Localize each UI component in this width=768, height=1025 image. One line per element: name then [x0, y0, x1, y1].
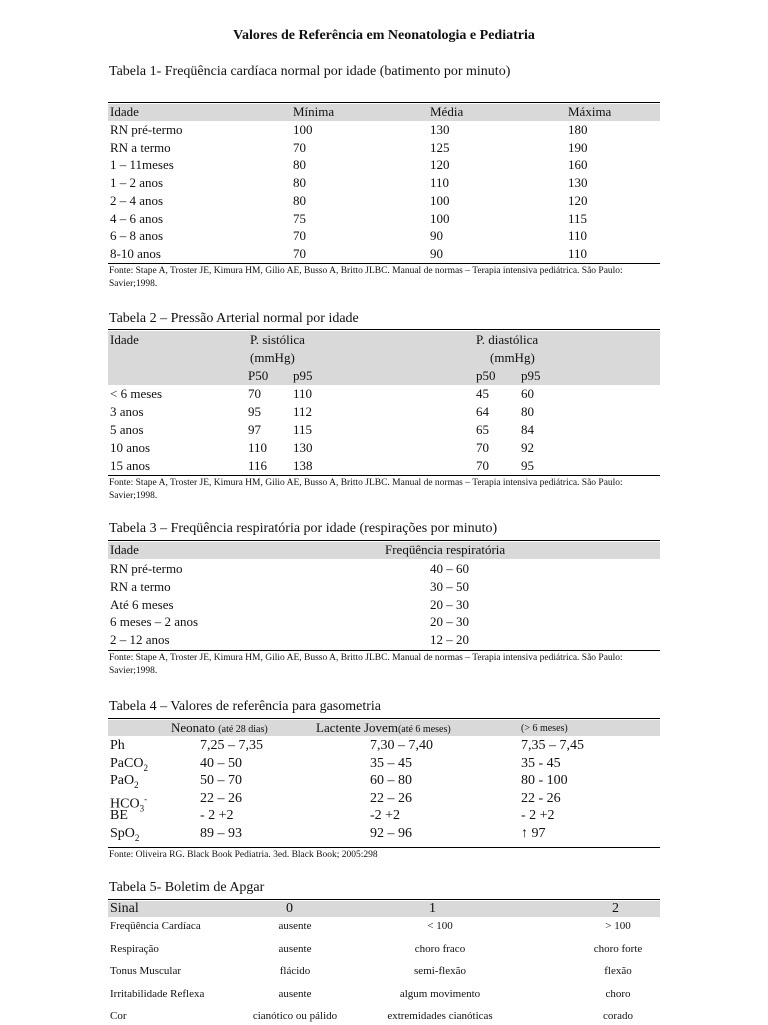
table1-cell: 120: [568, 192, 588, 208]
table4-source: Fonte: Oliveira RG. Black Book Pediatria. 3ed. Black Book; 2005:298: [109, 850, 378, 860]
table1-header-minima: Mínima: [293, 104, 335, 119]
table4-header-neonato: Neonato (até 28 dias): [171, 720, 268, 735]
table3-cell-freq: 12 – 20: [430, 632, 469, 648]
table1-cell: 6 – 8 anos: [110, 228, 164, 244]
table4-cell: 35 – 45: [370, 755, 412, 771]
table5-header-2: 2: [612, 901, 619, 916]
table3-top-rule: [108, 540, 660, 541]
table5-cell: algum movimento: [399, 987, 481, 1000]
table2-cell: 70: [248, 386, 261, 401]
table4-row-label: [110, 825, 139, 847]
table2-header-shade: [108, 331, 660, 385]
table1-source: Fonte: Stape A, Troster JE, Kimura HM, Gilio AE, Busso A, Britto JLBC. Manual de normas – Terapia intensiva pediátrica. São Paulo: Savier;1998.: [109, 266, 623, 289]
table1-cell: 80: [293, 175, 306, 191]
table2-top-rule: [108, 329, 660, 330]
table4-cell: 40 – 50: [200, 755, 242, 771]
table5-cell: corado: [603, 1010, 633, 1023]
table2-cell: 95: [521, 458, 534, 473]
document-title: Valores de Referência em Neonatologia e Pediatria: [233, 28, 535, 43]
table2-cell: 130: [293, 440, 313, 455]
table5-caption: Tabela 5- Boletim de Apgar: [109, 880, 265, 895]
table1-cell: 115: [568, 210, 588, 226]
table5-cell: < 100: [427, 920, 453, 932]
table1-cell: 2 – 4 anos: [110, 192, 164, 208]
table1-cell: 180: [568, 122, 588, 137]
table2-cell: 65: [476, 422, 489, 437]
table1-header-maxima: Máxima: [568, 104, 612, 119]
table1-cell: 90: [430, 228, 443, 244]
table2-header-sistolica-unit: (mmHg): [250, 350, 295, 365]
table1-cell: 90: [430, 245, 443, 261]
table4-cell: 89 – 93: [200, 826, 242, 841]
table2-cell: 116: [248, 458, 268, 473]
table1-cell: 1 – 2 anos: [110, 175, 164, 191]
table4-cell: 22 – 26: [370, 790, 412, 806]
table4-cell: 7,30 – 7,40: [370, 738, 433, 753]
table3-cell-freq: 20 – 30: [430, 596, 469, 612]
table4-header-lactente: Lactente Jovem(até 6 meses): [316, 720, 451, 735]
table2-cell: 3 anos: [110, 404, 144, 419]
table1-cell: 8-10 anos: [110, 245, 161, 261]
table2-cell: 84: [521, 422, 534, 437]
table4-cell: - 2 +2: [521, 808, 555, 824]
table4-cell: - 2 +2: [200, 808, 234, 824]
table5-cell: choro: [605, 987, 631, 1000]
table4-label-sub: 2: [134, 779, 139, 790]
table1-cell: 70: [293, 228, 306, 244]
table4-label-text: BE: [110, 808, 128, 824]
table2-sub-p50-sis: P50: [248, 368, 269, 383]
table5-cell-sinal: Respiração: [110, 942, 159, 955]
table1-cell: 130: [568, 175, 588, 191]
table5-cell-sinal: Irritabilidade Reflexa: [110, 987, 205, 1000]
table1-cell: 4 – 6 anos: [110, 210, 164, 226]
table5-cell-sinal: Tonus Muscular: [110, 965, 182, 978]
table4-label-text: PaCO: [110, 755, 144, 771]
table1-cell: 160: [568, 157, 588, 173]
table2-cell: 15 anos: [110, 458, 151, 473]
table2-cell: 70: [476, 458, 489, 473]
table4-label-sup: -: [144, 793, 148, 804]
table4-cell: 35 - 45: [521, 755, 561, 771]
table5-cell-sinal: Freqüência Cardíaca: [110, 920, 201, 932]
table4-cell: 22 – 26: [200, 790, 242, 806]
table3-cell-idade: RN pré-termo: [110, 561, 183, 576]
table1-header-idade: Idade: [110, 104, 139, 119]
table1-cell: 70: [293, 139, 306, 155]
table2-sub-p95-dia: p95: [521, 368, 541, 383]
table5-header-shade: [108, 901, 660, 917]
table1-cell: 125: [430, 139, 450, 155]
table4-cell: -2 +2: [370, 808, 401, 824]
table1-bottom-rule: [108, 263, 660, 264]
table5-cell: > 100: [605, 920, 631, 932]
table4-label-sub: 2: [143, 762, 148, 773]
table1-header-media: Média: [430, 104, 464, 119]
table3-cell-freq: 20 – 30: [430, 614, 469, 630]
table3-header-freq: Freqüência respiratória: [385, 542, 506, 557]
table4-cell: 60 – 80: [370, 773, 412, 789]
table5-cell: semi-flexão: [414, 965, 466, 978]
table1-cell: 110: [430, 175, 450, 191]
table2-header-sistolica: P. sistólica: [250, 332, 305, 347]
table1-cell: 130: [430, 122, 450, 137]
table4-label-text: HCO: [110, 796, 140, 812]
table1-cell: 1 – 11meses: [110, 157, 174, 173]
table5-cell: ausente: [278, 920, 312, 932]
table4-cell: ↑ 97: [521, 826, 546, 841]
table3-source: Fonte: Stape A, Troster JE, Kimura HM, Gilio AE, Busso A, Britto JLBC. Manual de normas – Terapia intensiva pediátrica. São Paulo: Savier;1998.: [109, 653, 623, 676]
table3-cell-idade: Até 6 meses: [110, 596, 174, 612]
table5-top-rule: [108, 899, 660, 900]
table2-bottom-rule: [108, 475, 660, 476]
table2-caption: Tabela 2 – Pressão Arterial normal por idade: [109, 311, 359, 326]
table4-label-text: Ph: [110, 738, 125, 753]
table3-cell-idade: 6 meses – 2 anos: [110, 614, 199, 630]
table4-row-label: [110, 807, 128, 825]
table1-cell: 75: [293, 210, 306, 226]
table2-header-idade: Idade: [110, 332, 139, 347]
table2-cell: 70: [476, 440, 489, 455]
table2-cell: 60: [521, 386, 534, 401]
table2-cell: 5 anos: [110, 422, 144, 437]
table2-cell: 80: [521, 404, 534, 419]
table1-cell: 100: [430, 210, 450, 226]
table5-cell: ausente: [278, 987, 312, 1000]
table2-cell: 138: [293, 458, 313, 473]
table1-cell: RN pré-termo: [110, 122, 183, 137]
table5-cell: flácido: [279, 965, 311, 978]
table4-label-text: SpO: [110, 826, 135, 841]
table2-cell: 95: [248, 404, 261, 419]
table4-header-gt6: (> 6 meses): [521, 723, 568, 734]
table2-cell: 112: [293, 404, 313, 419]
table2-source: Fonte: Stape A, Troster JE, Kimura HM, Gilio AE, Busso A, Britto JLBC. Manual de normas – Terapia intensiva pediátrica. São Paulo: Savier;1998.: [109, 478, 623, 501]
table1-cell: 80: [293, 192, 306, 208]
table4-cell: 50 – 70: [200, 773, 242, 789]
table1-cell: 110: [568, 228, 588, 244]
table2-cell: 110: [248, 440, 268, 455]
table4-cell: 7,35 – 7,45: [521, 738, 584, 753]
table2-cell: 10 anos: [110, 440, 151, 455]
table4-label-text: PaO: [110, 773, 135, 789]
table2-cell: 45: [476, 386, 489, 401]
table2-cell: 110: [293, 386, 313, 401]
table1-cell: 120: [430, 157, 450, 173]
table5-cell: choro forte: [593, 942, 643, 955]
table4-cell: 22 - 26: [521, 790, 561, 806]
table4-row-label: [110, 737, 125, 755]
table1-cell: 110: [568, 245, 588, 261]
table1-cell: RN a termo: [110, 139, 171, 155]
table5-header-sinal: Sinal: [110, 901, 139, 916]
table2-sub-p50-dia: p50: [476, 368, 496, 383]
table2-cell: 92: [521, 440, 534, 455]
table4-label-sub: 3: [139, 803, 145, 814]
table3-bottom-rule: [108, 650, 660, 651]
table2-sub-p95-sis: p95: [293, 368, 313, 383]
table4-label-sub: 2: [134, 832, 140, 843]
table3-header-idade: Idade: [110, 542, 139, 557]
table5-header-1: 1: [429, 901, 436, 916]
table3-caption: Tabela 3 – Freqüência respiratória por idade (respirações por minuto): [109, 521, 498, 536]
table2-header-diastolica-unit: (mmHg): [490, 350, 535, 365]
table5-cell: ausente: [278, 942, 312, 955]
table1-cell: 70: [293, 245, 306, 261]
table3-cell-freq: 40 – 60: [430, 561, 469, 576]
table2-cell: 64: [476, 404, 489, 419]
table5-cell: cianótico ou pálido: [252, 1010, 338, 1023]
table3-cell-idade: RN a termo: [110, 578, 171, 594]
table2-cell: 115: [293, 422, 313, 437]
table4-cell: 7,25 – 7,35: [200, 738, 263, 753]
table4-bottom-rule: [108, 847, 660, 848]
table2-header-diastolica: P. diastólica: [476, 332, 539, 347]
table1-cell: 100: [293, 122, 313, 137]
table5-header-0: 0: [286, 901, 293, 916]
table2-cell: < 6 meses: [110, 386, 163, 401]
table4-cell: 92 – 96: [370, 826, 412, 841]
table3-header-shade: [108, 542, 660, 559]
table5-cell: choro fraco: [414, 942, 466, 955]
table5-cell: extremidades cianóticas: [387, 1010, 493, 1023]
table3-cell-idade: 2 – 12 anos: [110, 632, 170, 648]
table5-cell: flexão: [604, 965, 632, 978]
table1-cell: 80: [293, 157, 306, 173]
table4-caption: Tabela 4 – Valores de referência para gasometria: [109, 699, 382, 714]
table1-cell: 190: [568, 139, 588, 155]
table2-cell: 97: [248, 422, 261, 437]
table1-caption: Tabela 1- Freqüência cardíaca normal por idade (batimento por minuto): [109, 64, 511, 79]
table3-cell-freq: 30 – 50: [430, 578, 469, 594]
table1-cell: 100: [430, 192, 450, 208]
table5-cell-sinal: Cor: [110, 1010, 127, 1023]
table4-cell: 80 - 100: [521, 773, 568, 789]
